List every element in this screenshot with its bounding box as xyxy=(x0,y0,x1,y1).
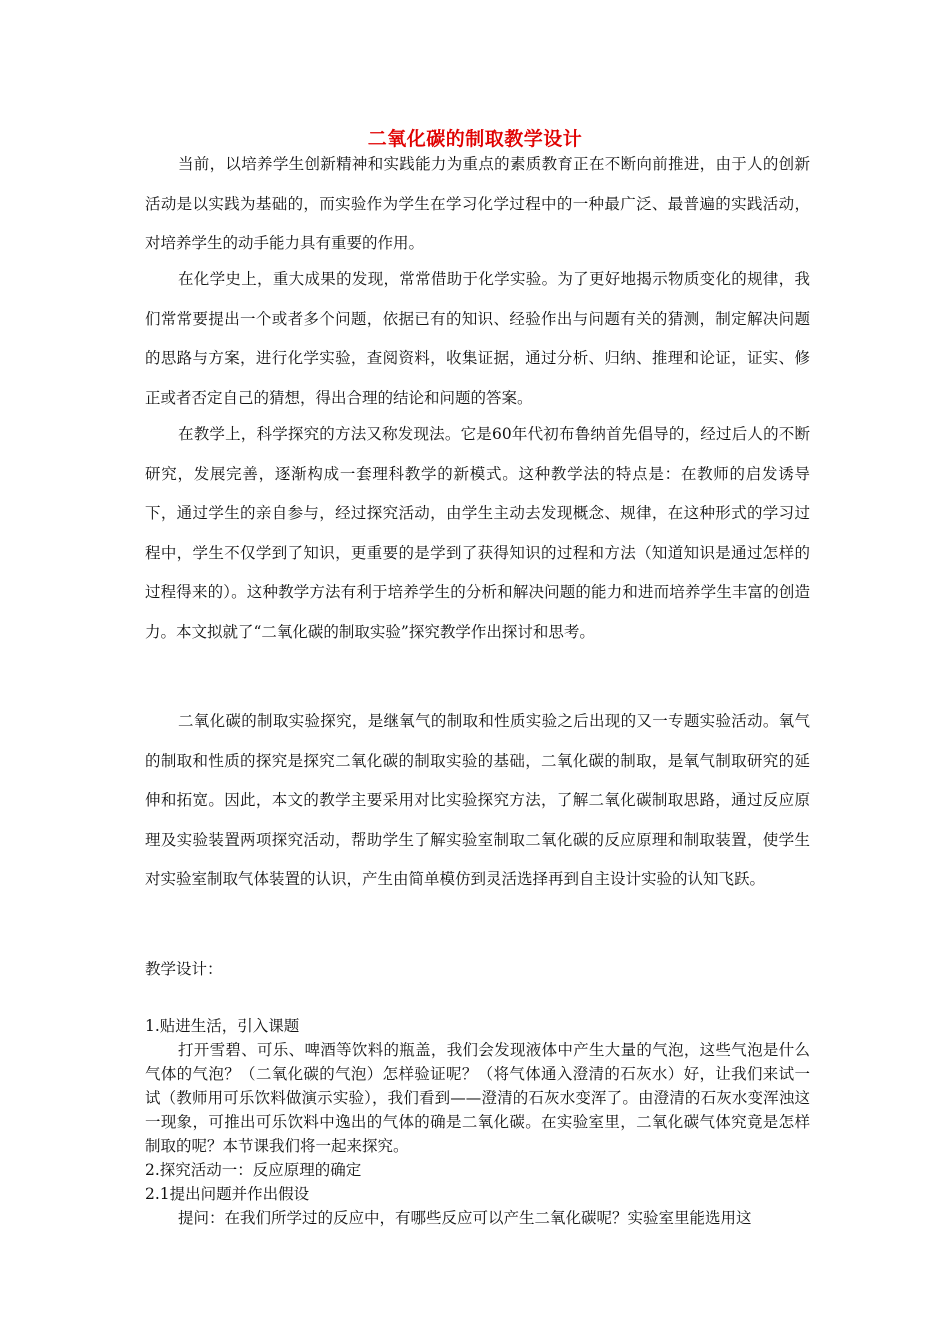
section-heading-2-1: 2.1提出问题并作出假设 xyxy=(145,1185,310,1203)
section-heading-2: 2.探究活动一：反应原理的确定 xyxy=(145,1161,362,1179)
paragraph-intro: 当前，以培养学生创新精神和实践能力为重点的素质教育正在不断向前推进，由于人的创新活动是以实践为基础的，而实验作为学生在学习化学过程中的一种最广泛、最普遍的实践活动，对培养学生的动手能力具有重要的作用。 xyxy=(145,155,810,252)
paragraph-question: 提问：在我们所学过的反应中，有哪些反应可以产生二氧化碳呢？实验室里能选用这 xyxy=(178,1209,752,1227)
paragraph-co2-experiment: 二氧化碳的制取实验探究，是继氧气的制取和性质实验之后出现的又一专题实验活动。氧气的制取和性质的探究是探究二氧化碳的制取实验的基础，二氧化碳的制取，是氧气制取研究的延伸和拓宽。因此，本文的教学主要采用对比实验探究方法，了解二氧化碳制取思路，通过反应原理及实验装置两项探究活动，帮助学生了解实验室制取二氧化碳的反应原理和制取装置，使学生对实验室制取气体装置的认识，产生由简单模仿到灵活选择再到自主设计实验的认知飞跃。 xyxy=(145,712,810,888)
document-title: 二氧化碳的制取教学设计 xyxy=(367,128,583,150)
teaching-design-label: 教学设计： xyxy=(145,960,223,978)
paragraph-discovery-method: 在教学上，科学探究的方法又称发现法。它是60年代初布鲁纳首先倡导的，经过后人的不断研究，发展完善，逐渐构成一套理科教学的新模式。这种教学法的特点是：在教师的启发诱导下，通过学生的亲自参与，经过探究活动，由学生主动去发现概念、规律，在这种形式的学习过程中，学生不仅学到了知识，更重要的是学到了获得知识的过程和方法（知道知识是通过怎样的过程得来的）。这种教学方法有利于培养学生的分析和解决问题的能力和进而培养学生丰富的创造力。本文拟就了“二氧化碳的制取实验”探究教学作出探讨和思考。 xyxy=(145,425,810,641)
paragraph-chemistry-history: 在化学史上，重大成果的发现，常常借助于化学实验。为了更好地揭示物质变化的规律，我们常常要提出一个或者多个问题，依据已有的知识、经验作出与问题有关的猜测，制定解决问题的思路与方案，进行化学实验，查阅资料，收集证据，通过分析、归纳、推理和论证，证实、修正或者否定自己的猜想，得出合理的结论和问题的答案。 xyxy=(145,270,810,407)
section-heading-1: 1.贴进生活，引入课题 xyxy=(145,1017,300,1035)
paragraph-introduce-topic: 打开雪碧、可乐、啤酒等饮料的瓶盖，我们会发现液体中产生大量的气泡，这些气泡是什么气体的气泡？（二氧化碳的气泡）怎样验证呢？（将气体通入澄清的石灰水）好，让我们来试一试（教师用可乐饮料做演示实验），我们看到——澄清的石灰水变浑了。由澄清的石灰水变浑浊这一现象，可推出可乐饮料中逸出的气体的确是二氧化碳。在实验室里，二氧化碳气体究竟是怎样制取的呢？本节课我们将一起来探究。 xyxy=(145,1041,810,1155)
